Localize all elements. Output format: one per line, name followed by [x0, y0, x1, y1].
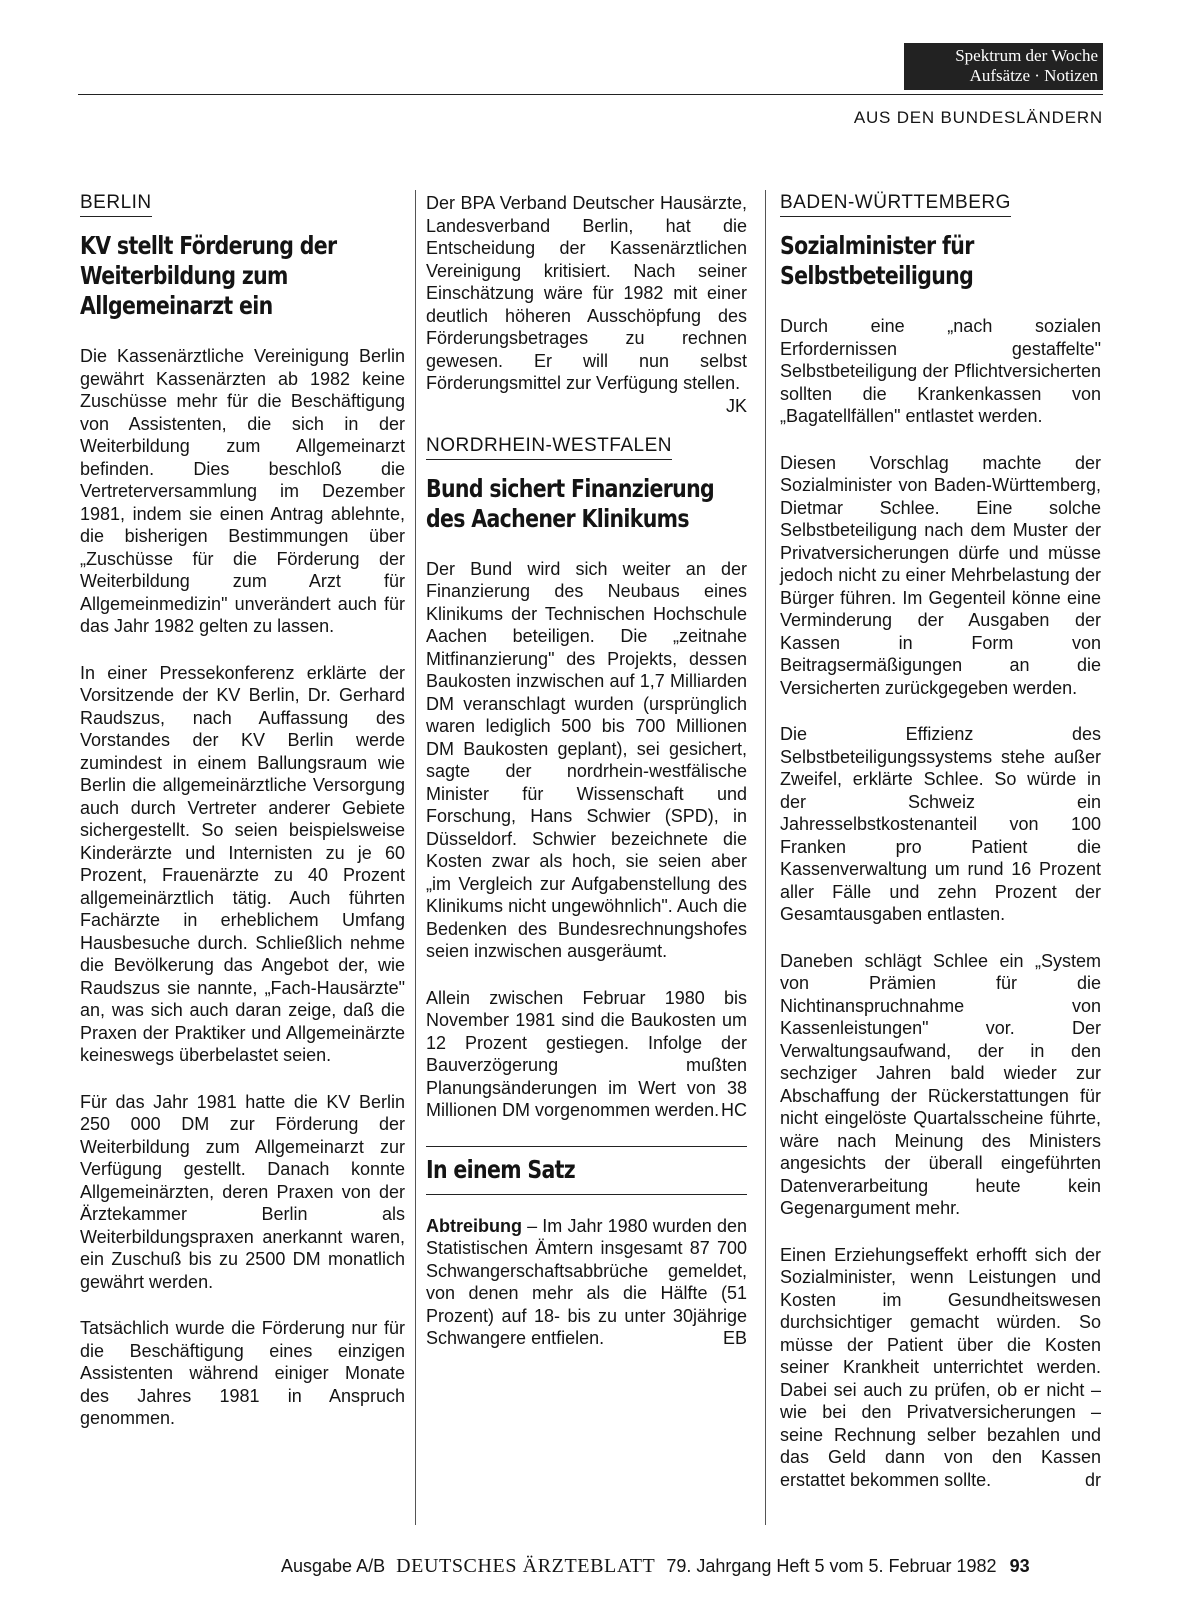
footer-edition: Ausgabe A/B — [281, 1556, 386, 1576]
author-signature: EB — [722, 1328, 747, 1348]
section-badge — [904, 43, 1103, 90]
berlin-p5-text: Der BPA Verband Deutscher Hausärzte, Landesverband Berlin, hat die Entscheidung der Kassenärztlichen Vereinigung kritisiert. Nach seiner Einschätzung wäre für 1982 mit einer deutlich höheren Ausschöpfung des Förderungsbetrages zu rechnen gewesen. Er will nun selbst Förderungsmittel zur Verfügung stellen. — [426, 193, 747, 393]
bw-paragraph: Die Effizienz des Selbstbeteiligungssystems stehe außer Zweifel, erklärte Schlee. So würde in der Schweiz ein Jahresselbstkostenanteil von 100 Franken pro Patient die Kassenverwaltung um rund 16 Prozent aller Fälle und zehn Prozent der Gesamtausgaben entlasten. — [780, 724, 1101, 924]
bw-p5-text: Einen Erziehungseffekt erhofft sich der Sozialminister, wenn Leistungen und Kosten im Gesundheitswesen durchsichtiger gemacht würden. So müsse der Patient über die Kosten seiner Krankheit unterrichtet werden. Dabei sei auch zu prüfen, ob er nicht – wie bei den Privatversicherungen – seine Rechnung selber bezahlen und das Geld dann von den Kassen erstattet bekommen sollte. — [780, 1244, 1101, 1490]
headline-nrw: Bund sichert Finanzierung des Aachener Klinikums — [426, 473, 715, 533]
page-number: 93 — [1009, 1556, 1030, 1576]
bw-paragraph: Daneben schlägt Schlee ein „System von Prämien für die Nichtinanspruchnahme von Kassenleistungen" vor. Der Verwaltungsaufwand, der in den sechziger Jahren bald wieder zur Abschaffung der Rückerstattungen für nicht eingelöste Quartalsscheine führte, wäre nach Meinung des Ministers angesichts der überall eingeführten Datenverarbeitung heute kein Gegenargument mehr. — [780, 950, 1101, 1218]
author-signature: JK — [725, 395, 747, 416]
column-3 — [780, 192, 1101, 1515]
berlin-paragraph: Die Kassenärztliche Vereinigung Berlin gewährt Kassenärzten ab 1982 keine Zuschüsse mehr für die Beschäftigung von Assistenten, die sich in der Weiterbildung zum Allgemeinarzt befinden. Dies beschloß die Vertreterversammlung im Dezember 1981, indem sie einen Antrag ablehnte, die bisherigen Bestimmungen über „Zuschüsse für die Förderung der Weiterbildung zum Arzt für Allgemeinmedizin" unverändert auch für das Jahr 1982 gelten zu lassen. — [80, 346, 405, 636]
berlin-paragraph-continued — [426, 192, 747, 416]
berlin-paragraph: In einer Pressekonferenz erklärte der Vorsitzende der KV Berlin, Dr. Gerhard Raudszus, nach Auffassung des Vorstandes der KV Berlin werde zumindest in einem Ballungsraum wie Berlin die allgemeinärztliche Versorgung auch durch Vertreter anderer Gebiete sichergestellt. So seien beispielsweise Kinderärzte und Internisten zu je 60 Prozent, Frauenärzte zu 40 Prozent allgemeinärztlich tätig. Auch führten Fachärzte in erheblichem Umfang Hausbesuche durch. Schließlich nehme die Bevölkerung das Angebot der, wie Raudszus sie nannte, „Fach-Hausärzte" an, was sich auch daran zeige, daß die Praxen der Praktiker und Allgemeinärzte keineswegs überbelastet seien. — [80, 662, 405, 1065]
satz-paragraph — [426, 1215, 747, 1350]
region-label-bw: BADEN-WÜRTTEMBERG — [780, 192, 1011, 217]
satz-lead: Abtreibung — [426, 1215, 522, 1236]
column-1 — [80, 192, 405, 1454]
bw-paragraph — [780, 1244, 1101, 1492]
column-divider — [765, 190, 766, 1525]
section-label: AUS DEN BUNDESLÄNDERN — [853, 108, 1103, 127]
footer-journal: DEUTSCHES ÄRZTEBLATT — [396, 1555, 656, 1577]
satz-text: – Im Jahr 1980 wurden den Statistischen Ämtern insgesamt 87 700 Schwangerschaftsabbrüche gemeldet, von denen mehr als die Hälfte (51 Prozent) auf 18- bis zu unter 30jährige Schwangere entfielen. — [426, 1215, 747, 1348]
berlin-paragraph: Tatsächlich wurde die Förderung nur für die Beschäftigung eines einzigen Assistenten während einiger Monate des Jahres 1981 in Anspruch genommen. — [80, 1318, 405, 1428]
column-2 — [426, 192, 747, 1374]
nrw-p2-text: Allein zwischen Februar 1980 bis November 1981 sind die Baukosten um 12 Prozent gestiegen. Infolge der Bauverzögerung mußten Planungsänderungen im Wert von 38 Millionen DM vorgenommen werden. — [426, 987, 747, 1120]
in-einem-satz-box — [426, 1146, 747, 1195]
header-rule — [78, 94, 1103, 95]
author-signature: dr — [1084, 1469, 1101, 1490]
region-label-berlin: BERLIN — [80, 192, 152, 217]
page-footer — [281, 1555, 1101, 1578]
badge-line-2: Aufsätze · Notizen — [969, 66, 1098, 85]
nrw-paragraph — [426, 987, 747, 1122]
headline-satz: In einem Satz — [426, 1154, 576, 1184]
badge-line-1: Spektrum der Woche — [955, 46, 1098, 65]
headline-bw: Sozialminister für Selbstbeteiligung — [780, 231, 974, 290]
berlin-paragraph: Für das Jahr 1981 hatte die KV Berlin 250 000 DM zur Förderung der Weiterbildung zum Allgemeinarzt zur Verfügung gestellt. Danach konnte Allgemeinärzten, deren Praxen von der Ärztekammer Berlin als Weiterbildungspraxen anerkannt waren, ein Zuschuß bis zu 2500 DM monatlich gewährt werden. — [80, 1091, 405, 1292]
bw-paragraph: Diesen Vorschlag machte der Sozialminister von Baden-Württemberg, Dietmar Schlee. Eine solche Selbstbeteiligung nach dem Muster der Privatversicherungen dürfe und müsse jedoch nicht zu einer Mehrbelastung der Bürger führen. Im Gegenteil könne eine Verminderung der Ausgaben der Kassen in Form von Beitragsermäßigungen an die Versicherten zurückgegeben werden. — [780, 452, 1101, 698]
region-label-nrw: NORDRHEIN-WESTFALEN — [426, 435, 672, 460]
nrw-paragraph: Der Bund wird sich weiter an der Finanzierung des Neubaus eines Klinikums der Technischen Hochschule Aachen beteiligen. Die „zeitnahe Mitfinanzierung" des Projekts, dessen Baukosten inzwischen auf 1,7 Milliarden DM veranschlagt wurden (ursprünglich waren lediglich 500 bis 700 Millionen DM Baukosten geplant), sei gesichert, sagte der nordrhein-westfälische Minister für Wissenschaft und Forschung, Hans Schwier (SPD), in Düsseldorf. Schwier bezeichnete die Kosten zwar als hoch, sie seien aber „im Vergleich zur Aufgabenstellung des Klinikums nicht ungewöhnlich". Auch die Bedenken des Bundesrechnungshofes seien inzwischen ausgeräumt. — [426, 558, 747, 961]
column-divider — [415, 190, 416, 1525]
footer-issue: 79. Jahrgang Heft 5 vom 5. Februar 1982 — [666, 1556, 997, 1576]
headline-berlin: KV stellt Förderung der Weiterbildung zum Allgemeinarzt ein — [80, 231, 337, 320]
bw-paragraph: Durch eine „nach sozialen Erfordernissen gestaffelte" Selbstbeteiligung der Pflichtversicherten sollten die Krankenkassen von „Bagatellfällen" entlastet werden. — [780, 316, 1101, 426]
author-signature: HC — [721, 1100, 747, 1120]
